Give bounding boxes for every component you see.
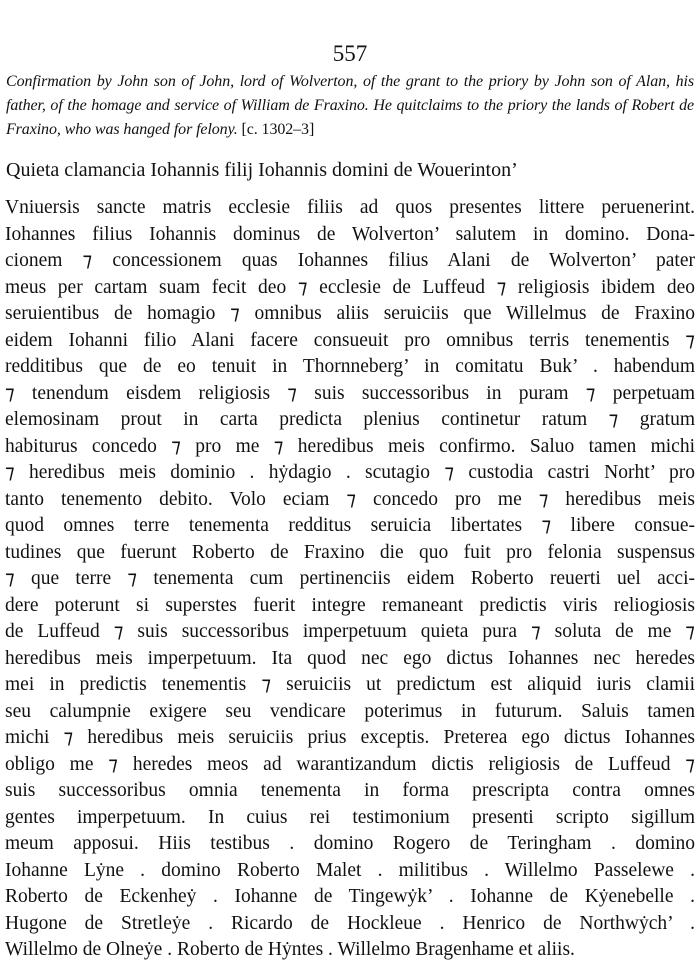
body-line: tanto tenemento debito. Volo eciam ⁊ concedo pro me ⁊ heredibus meis [5, 488, 695, 510]
body-line: Vniuersis sancte matris ecclesie filiis ad quos presentes littere peruenerint. [5, 197, 695, 218]
body-line: Iohanne Lẏne . domino Roberto Malet . militibus . Willelmo Passelewe . [5, 859, 695, 881]
body-line: habiturus concedo ⁊ pro me ⁊ heredibus meis confirmo. Saluo tamen michi [5, 435, 695, 457]
body-line: meus per cartam suam fecit deo ⁊ ecclesie de Luffeud ⁊ religiosis ibidem deo [5, 276, 695, 298]
body-line: ⁊ que terre ⁊ tenementa cum pertinenciis eidem Roberto reuerti uel acci- [5, 568, 695, 589]
body-line: de Luffeud ⁊ suis successoribus imperpetuum quieta pura ⁊ soluta de me ⁊ [5, 621, 695, 642]
body-line: tudines que fuerunt Roberto de Fraxino die quo fuit pro felonia suspensus [5, 541, 695, 563]
body-line: ⁊ heredibus meis dominio . hẏdagio . scutagio ⁊ custodia castri Norht’ pro [5, 462, 695, 483]
summary-date: [c. 1302–3] [241, 121, 315, 138]
body-line: gentes imperpetuum. In cuius rei testimonium presenti scripto sigillum [5, 806, 695, 828]
charter-body [5, 195, 695, 964]
body-line: meum apposui. Hiis testibus . domino Rogero de Teringham . domino [5, 833, 695, 854]
body-line: dere poterunt si superstes fuerit integre remaneant predictis viris reliogiosis [5, 594, 695, 616]
body-line: mei in predictis tenementis ⁊ seruiciis ut predictum est aliquid iuris clamii [5, 674, 695, 695]
body-line: seu calumpnie exigere seu vendicare poterimus in futurum. Saluis tamen [5, 700, 695, 722]
page-number: 557 [332, 41, 368, 66]
body-line: michi ⁊ heredibus meis seruiciis prius exceptis. Preterea ego dictus Iohannes [5, 727, 695, 748]
charter-title: Quieta clamancia Iohannis filij Iohannis domini de Wouerinton’ [6, 159, 518, 181]
body-line: Hugone de Stretleẏe . Ricardo de Hockleue . Henrico de Northwẏch’ . [5, 912, 695, 934]
body-line: ⁊ tenendum eisdem religiosis ⁊ suis successoribus in puram ⁊ perpetuam [5, 382, 695, 404]
body-line: cionem ⁊ concessionem quas Iohannes filius Alani de Wolverton’ pater [5, 250, 695, 271]
body-line: eidem Iohanni filio Alani facere consueuit pro omnibus terris tenementis ⁊ [5, 329, 695, 351]
body-line: redditibus que de eo tenuit in Thornneberg’ in comitatu Buk’ . habendum [5, 356, 695, 377]
body-line: suis successoribus omnia tenementa in forma prescripta contra omnes [5, 780, 695, 801]
summary-text: Confirmation by John son of John, lord of Wolverton, of the grant to the priory by John son of Alan, his father, of the homage and service of William de Fraxino. He quitclaims to the priory the lands of Robert de Fraxino, who was hanged for felony. [6, 73, 694, 138]
body-line: Roberto de Eckenheẏ . Iohanne de Tingewẏk’ . Iohanne de Kẏenebelle . [5, 886, 695, 907]
body-line: Iohannes filius Iohannis dominus de Wolverton’ salutem in domino. Dona- [5, 223, 695, 245]
body-line: heredibus meis imperpetuum. Ita quod nec ego dictus Iohannes nec heredes [5, 647, 695, 669]
body-line: seruientibus de homagio ⁊ omnibus aliis seruiciis que Willelmus de Fraxino [5, 303, 695, 324]
body-line: Willelmo de Olneẏe . Roberto de Hẏntes . Willelmo Bragenhame et aliis. [5, 939, 575, 960]
charter-summary [6, 70, 694, 142]
body-line: obligo me ⁊ heredes meos ad warantizandum dictis religiosis de Luffeud ⁊ [5, 753, 695, 775]
body-line: quod omnes terre tenementa redditus seruicia libertates ⁊ libere consue- [5, 515, 695, 536]
body-line: elemosinam prout in carta predicta plenius continetur ratum ⁊ gratum [5, 409, 695, 430]
